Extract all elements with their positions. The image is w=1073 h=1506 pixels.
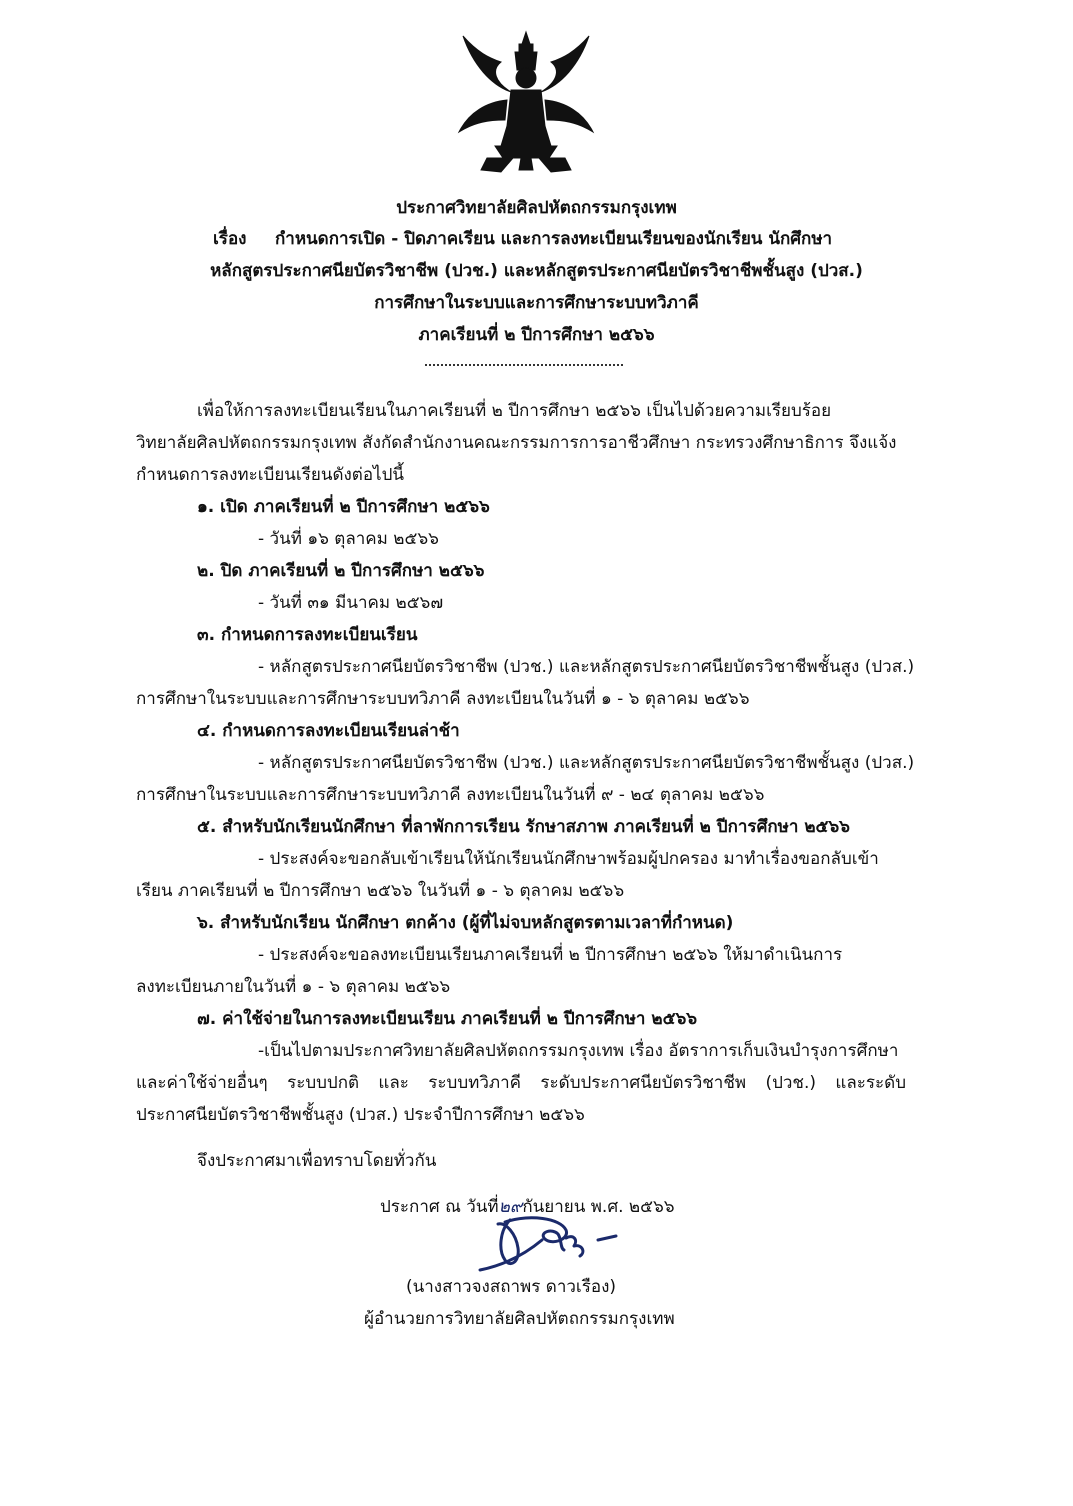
item-4-heading: ๔. กำหนดการลงทะเบียนเรียนล่าช้า	[197, 721, 460, 741]
date-day-handwritten: ๒๙	[498, 1197, 523, 1217]
subject-label: เรื่อง	[213, 229, 247, 249]
item-3-line-1: - หลักสูตรประกาศนียบัตรวิชาชีพ (ปวช.) และหลักสูตรประกาศนียบัตรวิชาชีพชั้นสูง (ปวส.)	[258, 657, 915, 677]
item-7-heading: ๗. ค่าใช้จ่ายในการลงทะเบียนเรียน ภาคเรียนที่ ๒ ปีการศึกษา ๒๕๖๖	[197, 1009, 698, 1029]
announcement-title: ประกาศวิทยาลัยศิลปหัตถกรรมกรุงเทพ	[396, 198, 677, 218]
handwritten-signature	[470, 1200, 630, 1280]
item-5-line-2: เรียน ภาคเรียนที่ ๒ ปีการศึกษา ๒๕๖๖ ในวันที่ ๑ - ๖ ตุลาคม ๒๕๖๖	[136, 881, 625, 901]
item-6-line-2: ลงทะเบียนภายในวันที่ ๑ - ๖ ตุลาคม ๒๕๖๖	[136, 977, 451, 997]
item-2-heading: ๒. ปิด ภาคเรียนที่ ๒ ปีการศึกษา ๒๕๖๖	[197, 561, 485, 581]
item-4-line-2: การศึกษาในระบบและการศึกษาระบบทวิภาคี ลงทะเบียนในวันที่ ๙ - ๒๔ ตุลาคม ๒๕๖๖	[136, 785, 765, 805]
item-1-heading: ๑. เปิด ภาคเรียนที่ ๒ ปีการศึกษา ๒๕๖๖	[197, 497, 490, 517]
item-4-line-1: - หลักสูตรประกาศนียบัตรวิชาชีพ (ปวช.) และหลักสูตรประกาศนียบัตรวิชาชีพชั้นสูง (ปวส.)	[258, 753, 915, 773]
item-3-heading: ๓. กำหนดการลงทะเบียนเรียน	[197, 625, 418, 645]
intro-line-2: วิทยาลัยศิลปหัตถกรรมกรุงเทพ สังกัดสำนักงานคณะกรรมการการอาชีวศึกษา กระทรวงศึกษาธิการ จึงแจ้ง	[136, 433, 897, 453]
subject-line-curriculum: หลักสูตรประกาศนียบัตรวิชาชีพ (ปวช.) และหลักสูตรประกาศนียบัตรวิชาชีพชั้นสูง (ปวส.)	[210, 261, 863, 281]
intro-line-3: กำหนดการลงทะเบียนเรียนดังต่อไปนี้	[136, 465, 404, 485]
item-6-line-1: - ประสงค์จะขอลงทะเบียนเรียนภาคเรียนที่ ๒ ปีการศึกษา ๒๕๖๖ ให้มาดำเนินการ	[258, 945, 843, 965]
item-7-line-2: และค่าใช้จ่ายอื่นๆ ระบบปกติ และ ระบบทวิภาคี ระดับประกาศนียบัตรวิชาชีพ (ปวช.) และระดับ	[136, 1073, 906, 1093]
signer-name: (นางสาวจงสถาพร ดาวเรือง)	[406, 1277, 617, 1297]
date-prefix: ประกาศ ณ วันที่	[380, 1197, 499, 1217]
item-5-line-1: - ประสงค์จะขอกลับเข้าเรียนให้นักเรียนนักศึกษาพร้อมผู้ปกครอง มาทำเรื่องขอกลับเข้า	[258, 849, 879, 869]
subject-text: กำหนดการเปิด - ปิดภาคเรียน และการลงทะเบียนเรียนของนักเรียน นักศึกษา	[275, 229, 833, 249]
item-3-line-2: การศึกษาในระบบและการศึกษาระบบทวิภาคี ลงทะเบียนในวันที่ ๑ - ๖ ตุลาคม ๒๕๖๖	[136, 689, 750, 709]
item-1-line-1: - วันที่ ๑๖ ตุลาคม ๒๕๖๖	[258, 529, 439, 549]
signer-position: ผู้อำนวยการวิทยาลัยศิลปหัตถกรรมกรุงเทพ	[364, 1309, 675, 1329]
date-suffix: กันยายน พ.ศ. ๒๕๖๖	[522, 1197, 675, 1217]
garuda-emblem-icon	[451, 30, 601, 175]
item-5-heading: ๕. สำหรับนักเรียนนักศึกษา ที่ลาพักการเรียน รักษาสภาพ ภาคเรียนที่ ๒ ปีการศึกษา ๒๕๖๖	[197, 817, 850, 837]
item-2-line-1: - วันที่ ๓๑ มีนาคม ๒๕๖๗	[258, 593, 444, 613]
item-7-line-3: ประกาศนียบัตรวิชาชีพชั้นสูง (ปวส.) ประจำปีการศึกษา ๒๕๖๖	[136, 1105, 585, 1125]
dotted-divider	[425, 364, 623, 366]
subject-line-semester: ภาคเรียนที่ ๒ ปีการศึกษา ๒๕๖๖	[418, 325, 655, 345]
item-6-heading: ๖. สำหรับนักเรียน นักศึกษา ตกค้าง (ผู้ที่ไม่จบหลักสูตรตามเวลาที่กำหนด)	[197, 913, 734, 933]
intro-line-1: เพื่อให้การลงทะเบียนเรียนในภาคเรียนที่ ๒ ปีการศึกษา ๒๕๖๖ เป็นไปด้วยความเรียบร้อย	[197, 401, 832, 421]
closing-statement: จึงประกาศมาเพื่อทราบโดยทั่วกัน	[197, 1151, 437, 1171]
item-7-line-1: -เป็นไปตามประกาศวิทยาลัยศิลปหัตถกรรมกรุงเทพ เรื่อง อัตราการเก็บเงินบำรุงการศึกษา	[258, 1041, 899, 1061]
subject-line-education-type: การศึกษาในระบบและการศึกษาระบบทวิภาคี	[374, 293, 699, 313]
